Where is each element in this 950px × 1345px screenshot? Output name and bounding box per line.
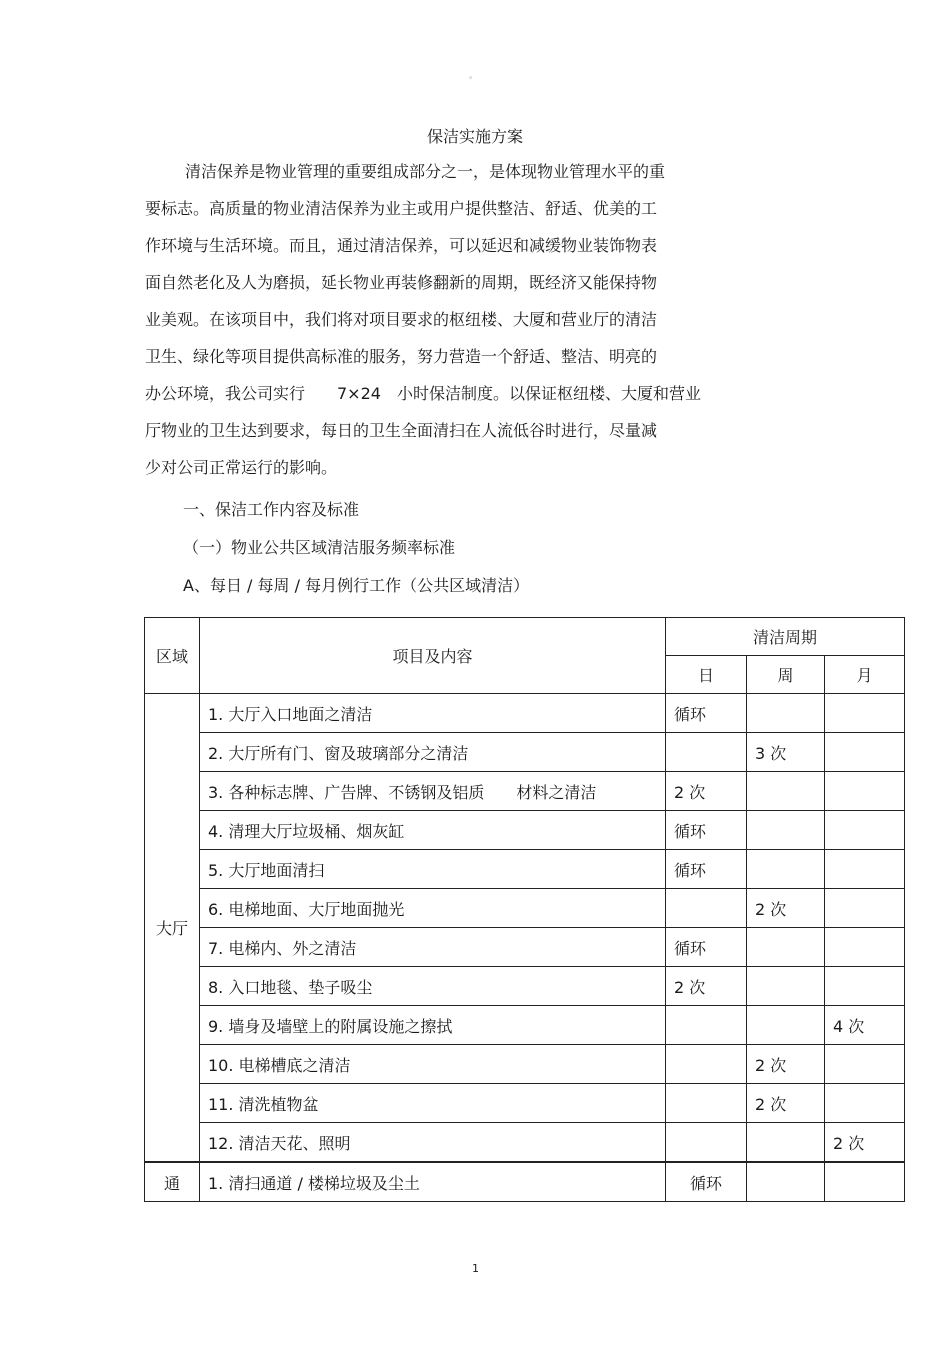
day-cell (666, 1045, 747, 1084)
week-cell (747, 772, 825, 811)
item-cell: 2. 大厅所有门、窗及玻璃部分之清洁 (200, 733, 666, 772)
header-week: 周 (747, 656, 825, 694)
item-cell: 9. 墙身及墙壁上的附属设施之擦拭 (200, 1006, 666, 1045)
intro-line: 厅物业的卫生达到要求，每日的卫生全面清扫在人流低谷时进行，尽量减 (145, 421, 658, 440)
header-cycle: 清洁周期 (666, 618, 905, 656)
item-cell: 4. 清理大厅垃圾桶、烟灰缸 (200, 811, 666, 850)
day-cell: 循环 (666, 928, 747, 967)
table-row (145, 1006, 905, 1045)
day-cell (666, 1006, 747, 1045)
week-cell (747, 850, 825, 889)
item-cell: 1. 大厅入口地面之清洁 (200, 694, 666, 733)
month-cell (825, 928, 905, 967)
week-cell (747, 811, 825, 850)
table-row (145, 967, 905, 1006)
month-cell (825, 1045, 905, 1084)
section-heading-1-1: （一）物业公共区域清洁服务频率标准 (183, 538, 456, 557)
table-row (145, 811, 905, 850)
table-row (145, 1162, 905, 1202)
intro-line: 卫生、绿化等项目提供高标准的服务，努力营造一个舒适、整洁、明亮的 (145, 347, 658, 366)
week-cell (747, 967, 825, 1006)
area-cell-lobby: 大厅 (145, 694, 200, 1163)
cleaning-frequency-table (144, 617, 905, 1202)
day-cell (666, 1123, 747, 1163)
week-cell: 2 次 (747, 889, 825, 928)
month-cell (825, 733, 905, 772)
intro-line: 少对公司正常运行的影响。 (145, 458, 338, 477)
intro-line: 面自然老化及人为磨损，延长物业再装修翻新的周期，既经济又能保持物 (145, 273, 658, 292)
table-row (145, 850, 905, 889)
week-cell: 3 次 (747, 733, 825, 772)
month-cell (825, 1084, 905, 1123)
week-cell (747, 1162, 825, 1202)
table-row (145, 1084, 905, 1123)
day-cell (666, 889, 747, 928)
day-cell: 循环 (666, 811, 747, 850)
day-cell (666, 733, 747, 772)
intro-line: 业美观。在该项目中，我们将对项目要求的枢纽楼、大厦和营业厅的清洁 (145, 310, 658, 329)
document-title: 保洁实施方案 (426, 127, 523, 146)
item-cell: 11. 清洗植物盆 (200, 1084, 666, 1123)
item-cell: 5. 大厅地面清扫 (200, 850, 666, 889)
month-cell (825, 850, 905, 889)
item-cell: 7. 电梯内、外之清洁 (200, 928, 666, 967)
month-cell: 4 次 (825, 1006, 905, 1045)
header-day: 日 (666, 656, 747, 694)
week-cell: 2 次 (747, 1084, 825, 1123)
day-cell: 循环 (666, 694, 747, 733)
intro-line: 清洁保养是物业管理的重要组成部分之一，是体现物业管理水平的重 (185, 162, 666, 181)
month-cell (825, 889, 905, 928)
month-cell (825, 811, 905, 850)
week-cell: 2 次 (747, 1045, 825, 1084)
header-item: 项目及内容 (200, 618, 666, 694)
table-row (145, 772, 905, 811)
intro-line: 作环境与生活环境。而且，通过清洁保养，可以延迟和减缓物业装饰物表 (145, 236, 658, 255)
table-header-row (145, 618, 905, 656)
week-cell (747, 1006, 825, 1045)
intro-line: 要标志。高质量的物业清洁保养为业主或用户提供整洁、舒适、优美的工 (145, 199, 658, 218)
item-cell: 10. 电梯槽底之清洁 (200, 1045, 666, 1084)
month-cell (825, 1162, 905, 1202)
month-cell (825, 694, 905, 733)
intro-line: 办公环境，我公司实行 7×24 小时保洁制度。以保证枢纽楼、大厦和营业 (145, 384, 701, 403)
day-cell: 2 次 (666, 772, 747, 811)
intro-paragraph (145, 158, 785, 491)
day-cell: 2 次 (666, 967, 747, 1006)
day-cell: 循环 (666, 850, 747, 889)
week-cell (747, 1123, 825, 1163)
table-row (145, 733, 905, 772)
week-cell (747, 694, 825, 733)
month-cell (825, 772, 905, 811)
item-cell: 1. 清扫通道 / 楼梯垃圾及尘土 (200, 1162, 666, 1202)
item-cell: 6. 电梯地面、大厅地面抛光 (200, 889, 666, 928)
section-heading-1: 一、保洁工作内容及标准 (183, 500, 360, 519)
day-cell (666, 1084, 747, 1123)
area-cell-passage: 通 (145, 1162, 200, 1202)
table-row (145, 1123, 905, 1163)
day-cell: 循环 (666, 1162, 747, 1202)
month-cell: 2 次 (825, 1123, 905, 1163)
header-mark: 。 (469, 71, 479, 81)
week-cell (747, 928, 825, 967)
item-cell: 8. 入口地毯、垫子吸尘 (200, 967, 666, 1006)
table-row (145, 694, 905, 733)
item-cell: 3. 各种标志牌、广告牌、不锈钢及铝质 材料之清洁 (200, 772, 666, 811)
item-cell: 12. 清洁天花、照明 (200, 1123, 666, 1163)
table-row (145, 928, 905, 967)
month-cell (825, 967, 905, 1006)
table-row (145, 1045, 905, 1084)
section-heading-a: A、每日 / 每周 / 每月例行工作（公共区域清洁） (183, 576, 530, 595)
table-row (145, 889, 905, 928)
page-number: 1 (472, 1262, 479, 1275)
header-area: 区域 (145, 618, 200, 694)
header-month: 月 (825, 656, 905, 694)
